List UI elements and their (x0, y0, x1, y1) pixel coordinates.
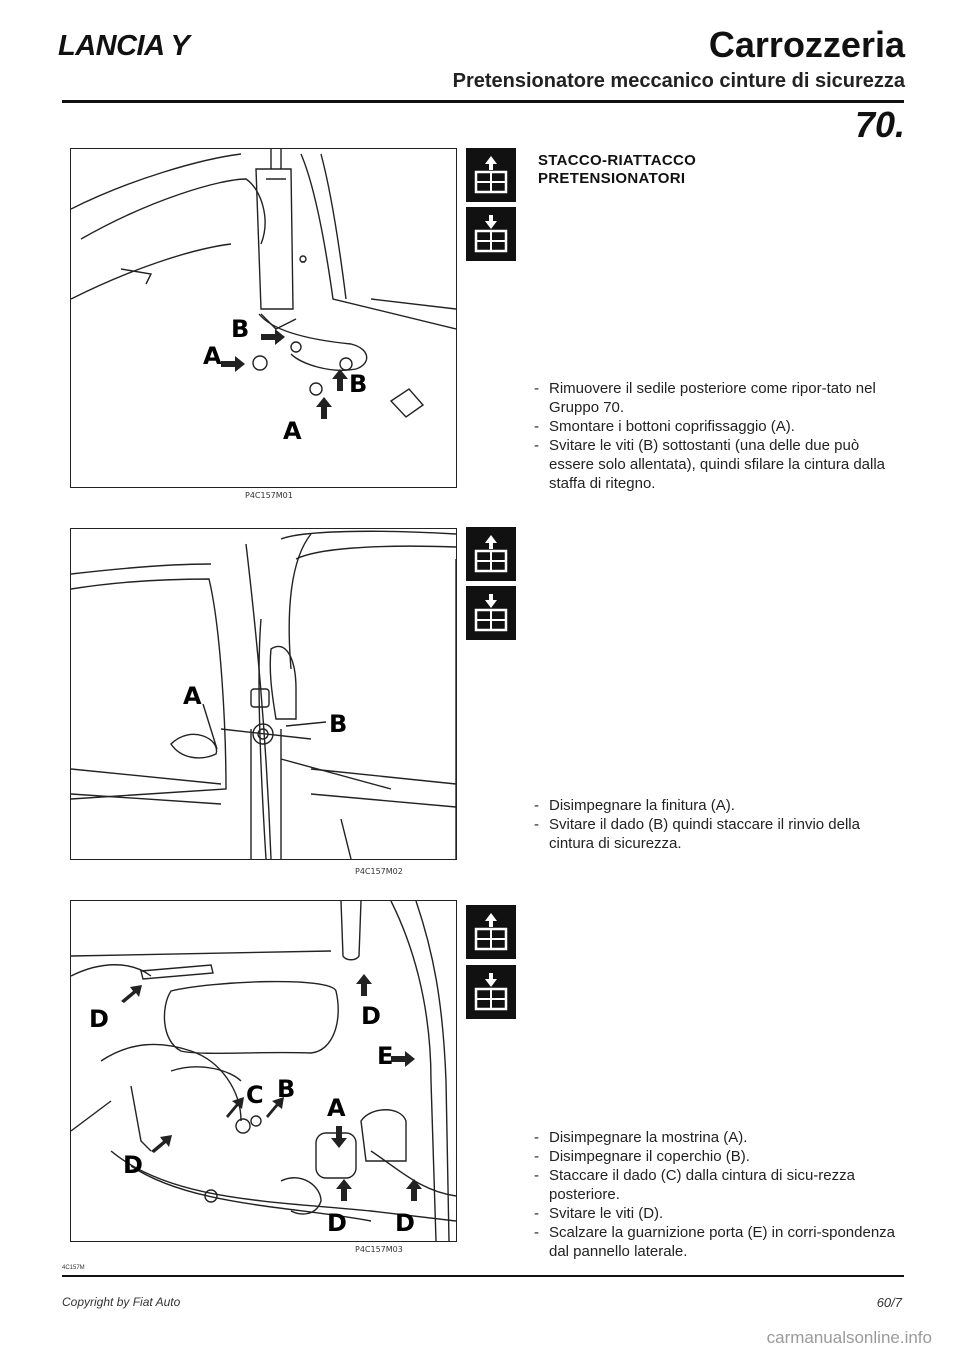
refitting-icon (466, 965, 516, 1019)
figure-3-label-d5: D (395, 1209, 415, 1237)
figure-3-label-b: B (277, 1075, 296, 1103)
figure-3-label-d2: D (361, 1002, 381, 1030)
chapter-title: Carrozzeria (708, 24, 905, 65)
figure-3-label-c: C (246, 1081, 264, 1109)
instruction-step: - Smontare i bottoni coprifissaggio (A). (534, 417, 906, 436)
copyright-notice: Copyright by Fiat Auto (62, 1295, 181, 1309)
figure-1 (70, 148, 457, 488)
page-number: 70. (854, 104, 905, 145)
figure-2-label-a: A (183, 682, 202, 710)
margin-code: 4C157M (62, 1265, 85, 1271)
figure-2-label-b: B (329, 710, 348, 738)
instruction-step: - Svitare le viti (B) sottostanti (una delle due può essere solo allentata), quindi sfilare la cintura dalla staffa di ritegno. (534, 436, 906, 493)
section-heading-line2: PRETENSIONATORI (538, 170, 686, 187)
watermark: carmanualsonline.info (766, 1328, 932, 1347)
figure-1-label-a2: A (283, 417, 302, 445)
instruction-step: - Disimpegnare il coperchio (B). (534, 1147, 906, 1166)
instruction-step: - Staccare il dado (C) dalla cintura di sicu-rezza posteriore. (534, 1166, 906, 1204)
figure-3-code: P4C157M03 (355, 1245, 403, 1254)
figure-1-label-b2: B (349, 370, 368, 398)
figure-3 (70, 900, 457, 1242)
section-heading-line1: STACCO-RIATTACCO (538, 152, 697, 169)
removal-icon (466, 905, 516, 959)
instruction-step: - Svitare il dado (B) quindi staccare il rinvio della cintura di sicurezza. (534, 815, 906, 853)
instruction-block-3 (534, 1128, 906, 1261)
figure-2-drawing (71, 529, 456, 859)
figure-1-label-b1: B (231, 315, 250, 343)
instruction-step: - Disimpegnare la finitura (A). (534, 796, 906, 815)
figure-3-label-d1: D (89, 1005, 109, 1033)
removal-icon (466, 148, 516, 202)
brand-title: LANCIA Y (58, 30, 190, 62)
figure-1-label-a1: A (203, 342, 222, 370)
footer-rule (62, 1275, 904, 1277)
figure-2 (70, 528, 457, 860)
instruction-block-2 (534, 796, 906, 853)
figure-2-code: P4C157M02 (355, 867, 403, 876)
refitting-icon (466, 586, 516, 640)
instruction-step: - Svitare le viti (D). (534, 1204, 906, 1223)
figure-3-drawing (71, 901, 456, 1241)
instruction-step: - Rimuovere il sedile posteriore come ripor-tato nel Gruppo 70. (534, 379, 906, 417)
removal-icon (466, 527, 516, 581)
page-reference: 60/7 (876, 1295, 902, 1310)
instruction-step: - Scalzare la guarnizione porta (E) in corri-spondenza dal pannello laterale. (534, 1223, 906, 1261)
instruction-block-1 (534, 379, 906, 493)
figure-3-label-d4: D (327, 1209, 347, 1237)
section-subtitle: Pretensionatore meccanico cinture di sicurezza (452, 70, 905, 92)
section-heading (538, 152, 696, 188)
refitting-icon (466, 207, 516, 261)
figure-3-label-e: E (377, 1042, 394, 1070)
figure-1-drawing (71, 149, 456, 487)
figure-3-label-a: A (327, 1094, 346, 1122)
figure-3-label-d3: D (123, 1151, 143, 1179)
figure-1-code: P4C157M01 (245, 491, 293, 500)
instruction-step: - Disimpegnare la mostrina (A). (534, 1128, 906, 1147)
header-rule (62, 100, 904, 103)
